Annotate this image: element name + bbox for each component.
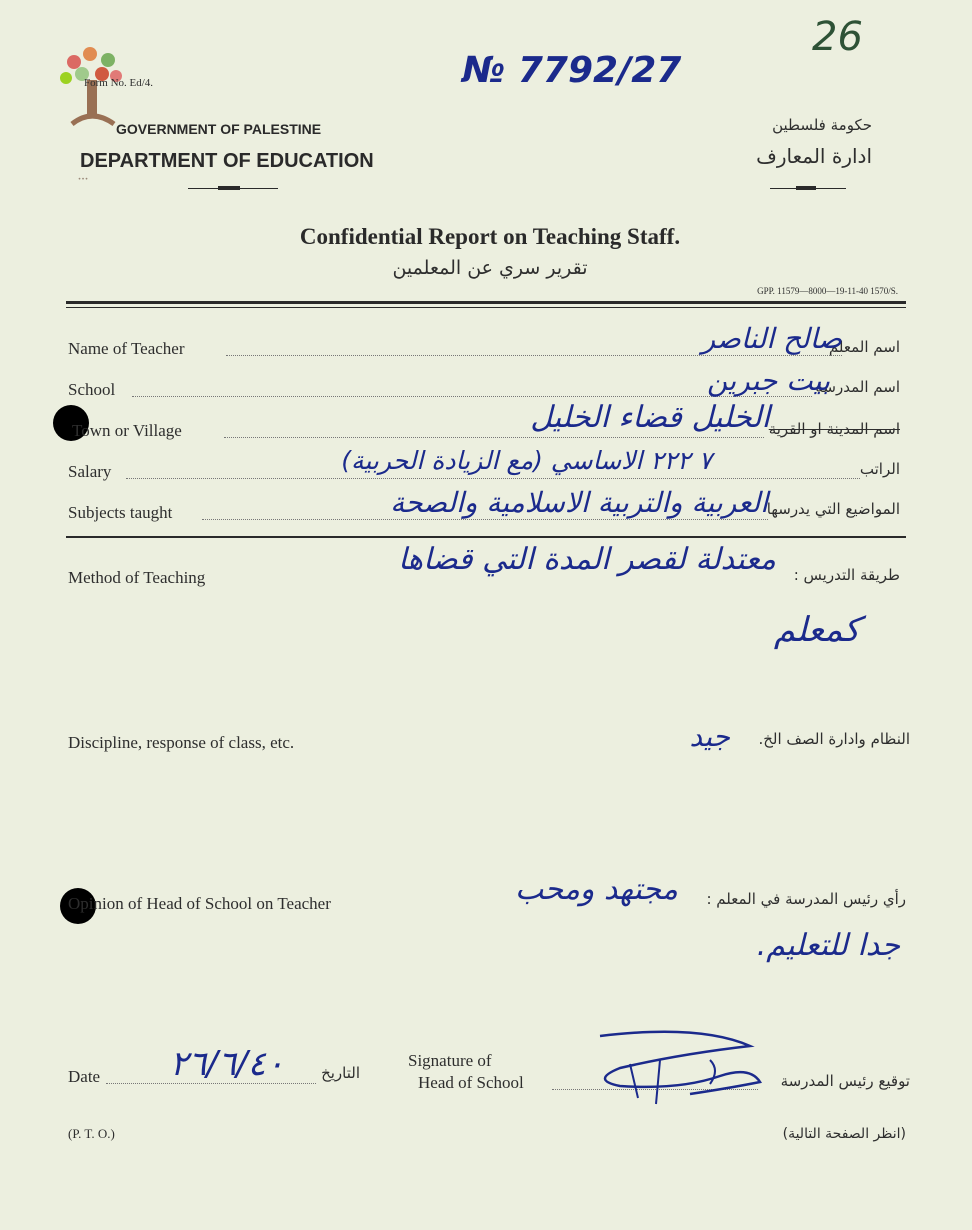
logo-caption: ••• [77,176,89,183]
subjects-label: Subjects taught [68,503,173,522]
government-title-ar: حكومة فلسطين [772,116,872,134]
opinion-value-line2: جدا للتعليم. [756,928,900,963]
town-label-ar: اسم المدينة او القرية [768,420,900,438]
salary-label-ar: الراتب [859,460,900,478]
file-number: № 7792/27 [462,50,682,91]
school-value: بيت جبرين [707,364,830,397]
town-value: الخليل قضاء الخليل [530,400,770,435]
signature-label-ar: توقيع رئيس المدرسة [780,1072,910,1090]
date-label: Date [68,1067,101,1086]
form-number: Form No. Ed/4. [84,77,154,89]
method-value-line2: كمعلم [773,610,860,650]
opinion-value: مجتهد ومحب [515,872,678,907]
method-label: Method of Teaching [68,568,206,587]
school-label: School [68,380,116,399]
teacher-name-value: صالح الناصر [701,322,842,355]
pto-label: (P. T. O.) [68,1126,115,1141]
teacher-label-ar: اسم المعلم [828,338,900,356]
date-value: ٢٦/٦/٤٠ [169,1044,285,1084]
report-title-ar: تقرير سري عن المعلمين [392,257,588,279]
town-label: Town or Village [72,421,182,440]
teacher-label: Name of Teacher [68,339,185,358]
method-value: معتدلة لقصر المدة التي قضاها [398,542,776,577]
department-title: DEPARTMENT OF EDUCATION [80,150,374,172]
subjects-label-ar: المواضيع التي يدرسها [766,500,900,518]
government-title: GOVERNMENT OF PALESTINE [116,121,322,137]
school-label-ar: اسم المدرسة [815,378,900,396]
print-code: GPP. 11579—8000—19-11-40 1570/S. [757,286,898,296]
report-title: Confidential Report on Teaching Staff. [299,224,681,249]
signature-label-line2: Head of School [418,1073,524,1092]
department-title-ar: ادارة المعارف [756,144,872,168]
pto-label-ar: (انظر الصفحة التالية) [782,1126,906,1142]
discipline-label: Discipline, response of class, etc. [68,733,295,752]
signature-label-line1: Signature of [408,1051,492,1070]
opinion-label-ar: رأي رئيس المدرسة في المعلم : [706,890,906,908]
discipline-value: جيد [689,720,730,753]
salary-value: ٧ ٢٢٢ الاساسي (مع الزيادة الحربية) [341,446,712,475]
discipline-label-ar: النظام وادارة الصف الخ. [758,730,910,748]
signature-scribble-icon [560,1024,800,1114]
date-label-ar: التاريخ [321,1064,360,1082]
page-number: 26 [812,14,863,60]
salary-label: Salary [68,462,112,481]
opinion-label: Opinion of Head of School on Teacher [68,894,331,913]
method-label-ar: طريقة التدريس : [793,566,900,584]
subjects-value: العربية والتربية الاسلامية والصحة [390,486,768,519]
